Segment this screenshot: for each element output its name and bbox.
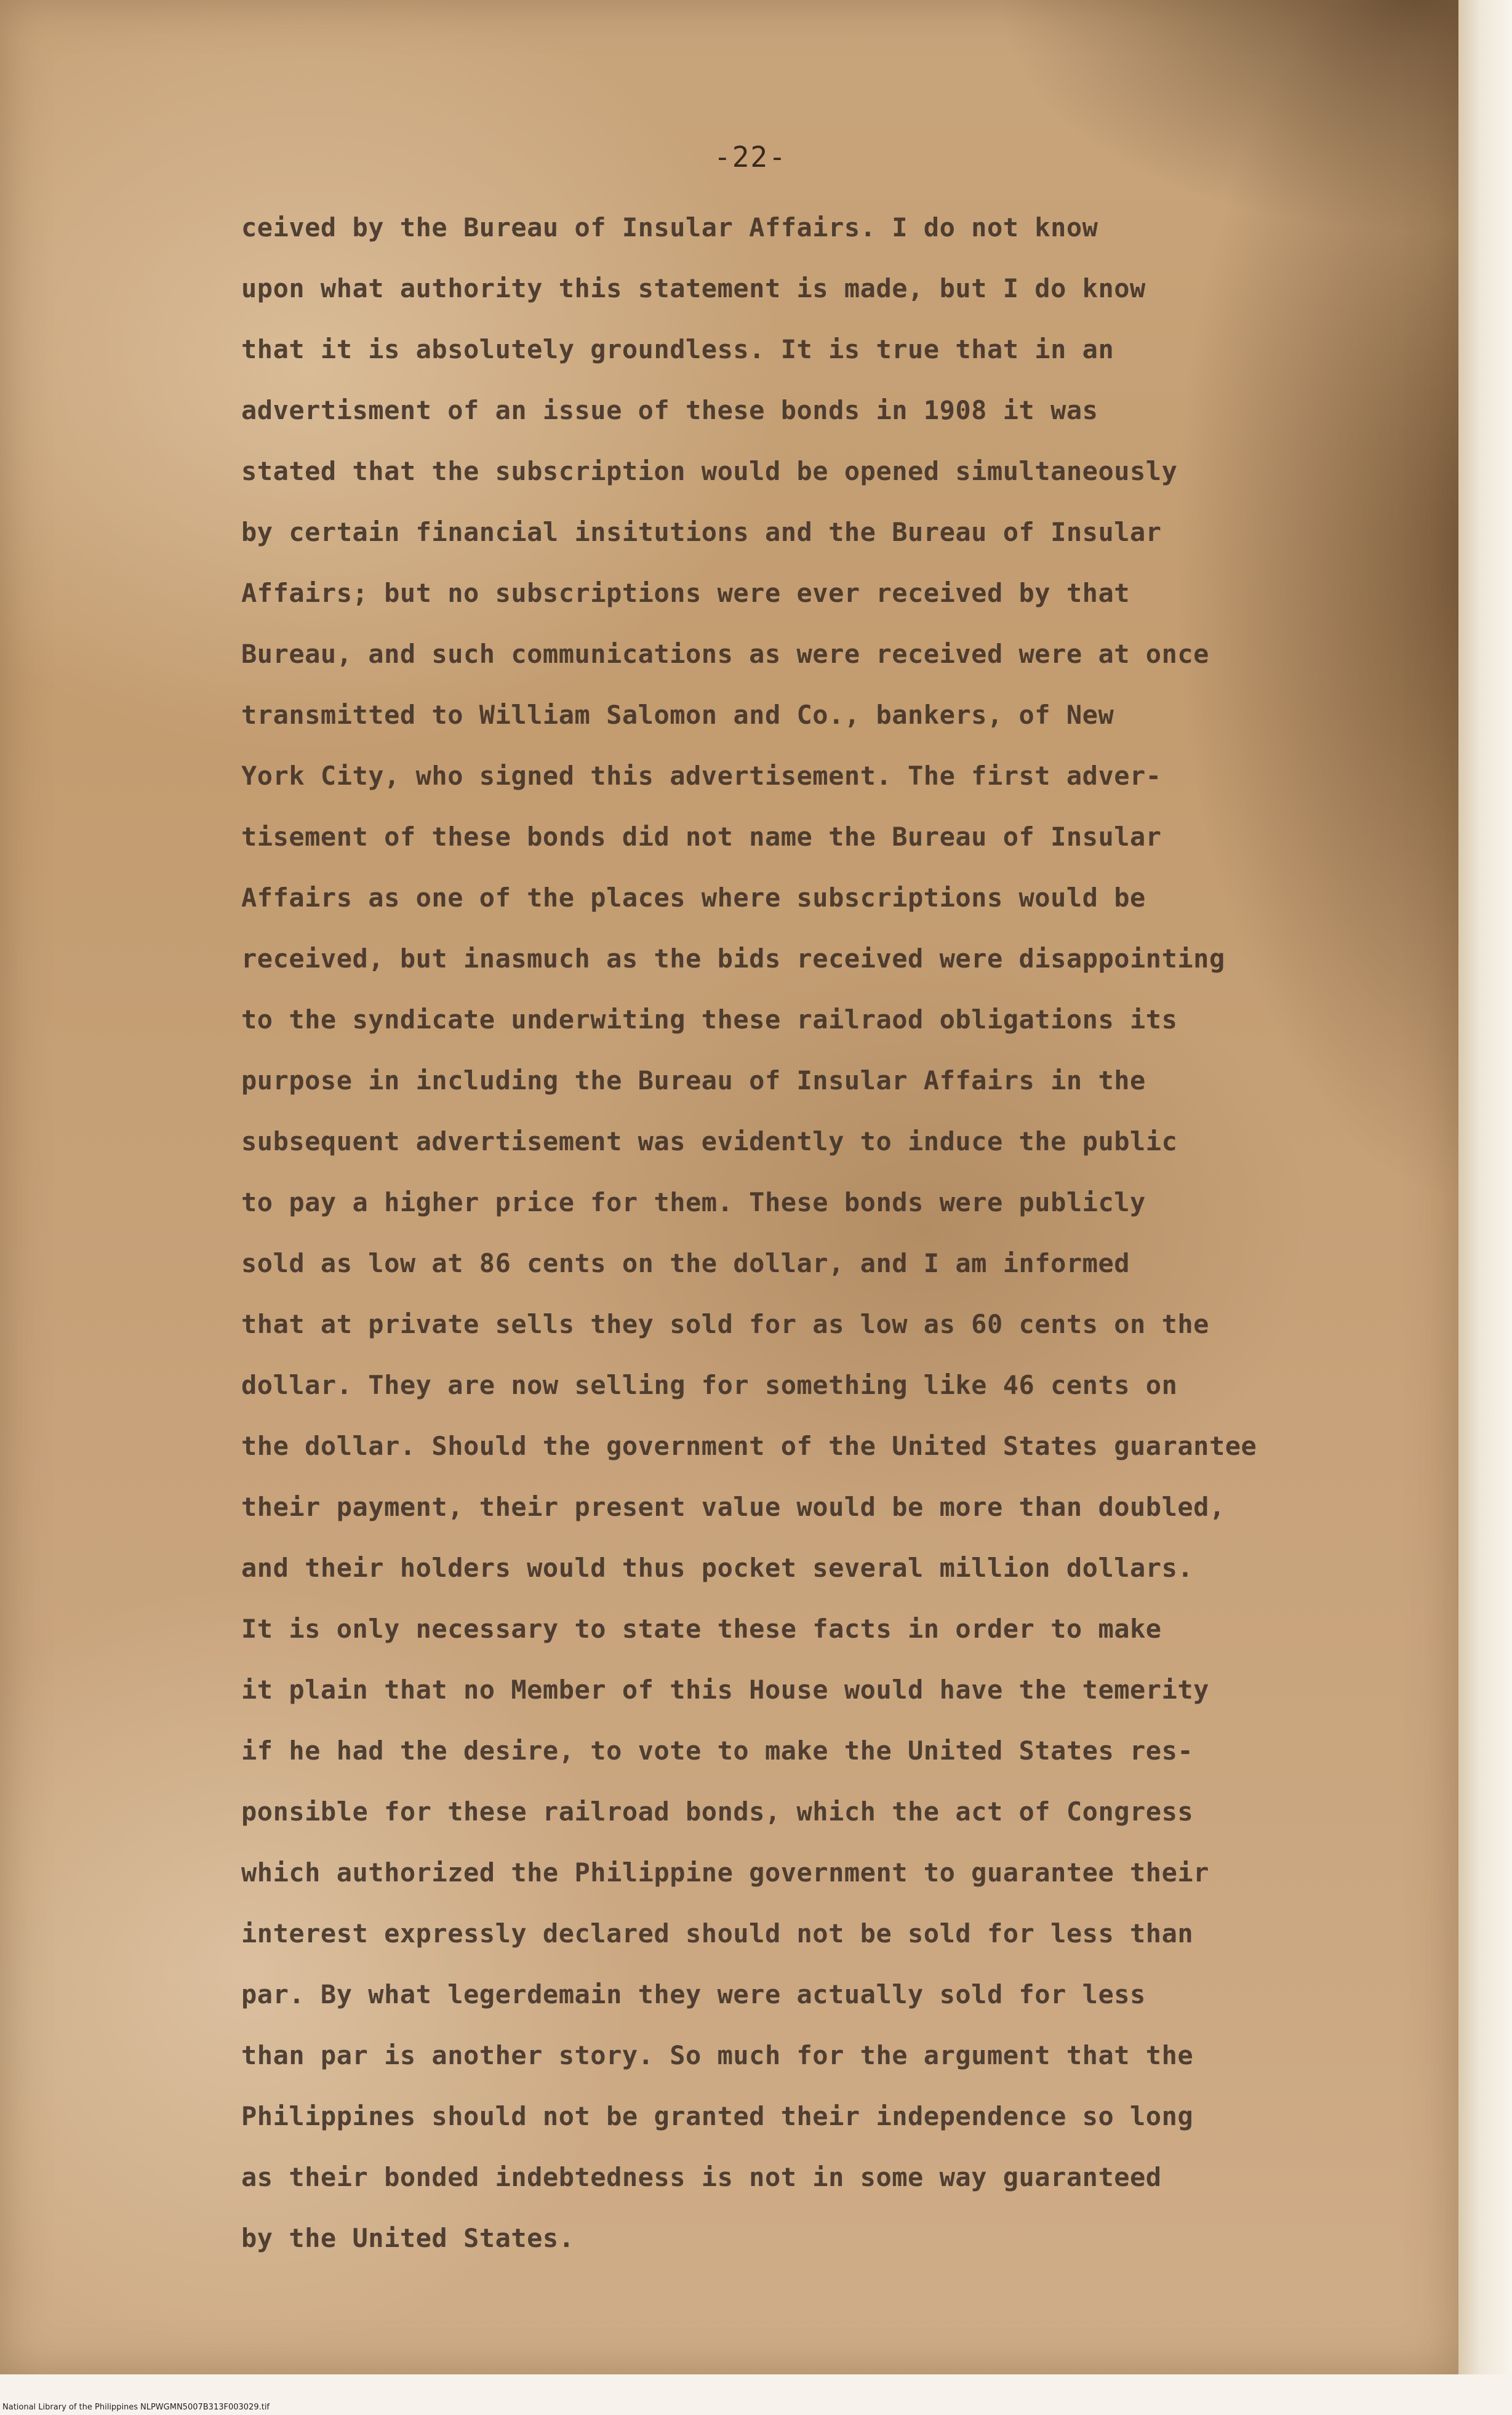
page-edge [1458,0,1512,2374]
text-line: if he had the desire, to vote to make the United States res- [241,1736,1194,1766]
text-line: Affairs; but no subscriptions were ever received by that [241,578,1130,608]
text-line: Affairs as one of the places where subscriptions would be [241,883,1146,913]
text-line: ceived by the Bureau of Insular Affairs. I do not know [241,212,1098,242]
text-line: subsequent advertisement was evidently to induce the public [241,1126,1178,1156]
file-id: NLPWGMN5007B313F003029.tif [140,2403,270,2412]
text-line: which authorized the Philippine government to guarantee their [241,1857,1209,1888]
text-line: by the United States. [241,2223,575,2253]
text-line: tisement of these bonds did not name the Bureau of Insular [241,822,1162,852]
library-credit: National Library of the Philippines [2,2403,138,2412]
text-line: upon what authority this statement is made, but I do know [241,273,1146,303]
text-line: received, but inasmuch as the bids received were disappointing [241,943,1225,974]
text-line: sold as low at 86 cents on the dollar, and I am informed [241,1248,1130,1278]
text-line: their payment, their present value would be more than doubled, [241,1492,1225,1522]
text-line: to the syndicate underwiting these railraod obligations its [241,1004,1178,1035]
text-line: than par is another story. So much for the argument that the [241,2040,1194,2070]
text-line: as their bonded indebtedness is not in some way guaranteed [241,2162,1162,2192]
text-line: Bureau, and such communications as were received were at once [241,639,1209,669]
body-text [241,197,1447,2269]
text-line: transmitted to William Salomon and Co., bankers, of New [241,700,1114,730]
text-line: stated that the subscription would be opened simultaneously [241,456,1178,486]
scan-footer [0,2400,1512,2415]
text-line: to pay a higher price for them. These bonds were publicly [241,1187,1146,1217]
text-line: ponsible for these railroad bonds, which the act of Congress [241,1796,1194,1827]
text-line: advertisment of an issue of these bonds in 1908 it was [241,395,1098,425]
text-line: it plain that no Member of this House would have the temerity [241,1675,1209,1705]
text-line: purpose in including the Bureau of Insular Affairs in the [241,1065,1146,1095]
text-line: interest expressly declared should not be sold for less than [241,1918,1194,1948]
text-line: that at private sells they sold for as low as 60 cents on the [241,1309,1209,1339]
text-line: It is only necessary to state these facts in order to make [241,1614,1162,1644]
text-line: par. By what legerdemain they were actually sold for less [241,1979,1146,2009]
page-number: -22- [714,140,787,174]
text-line: by certain financial insitutions and the Bureau of Insular [241,517,1162,547]
text-line: dollar. They are now selling for something like 46 cents on [241,1370,1178,1400]
text-line: that it is absolutely groundless. It is true that in an [241,334,1114,364]
text-line: Philippines should not be granted their independence so long [241,2101,1194,2131]
text-line: York City, who signed this advertisement. The first adver- [241,761,1162,791]
text-line: and their holders would thus pocket several million dollars. [241,1553,1194,1583]
text-line: the dollar. Should the government of the United States guarantee [241,1431,1257,1461]
